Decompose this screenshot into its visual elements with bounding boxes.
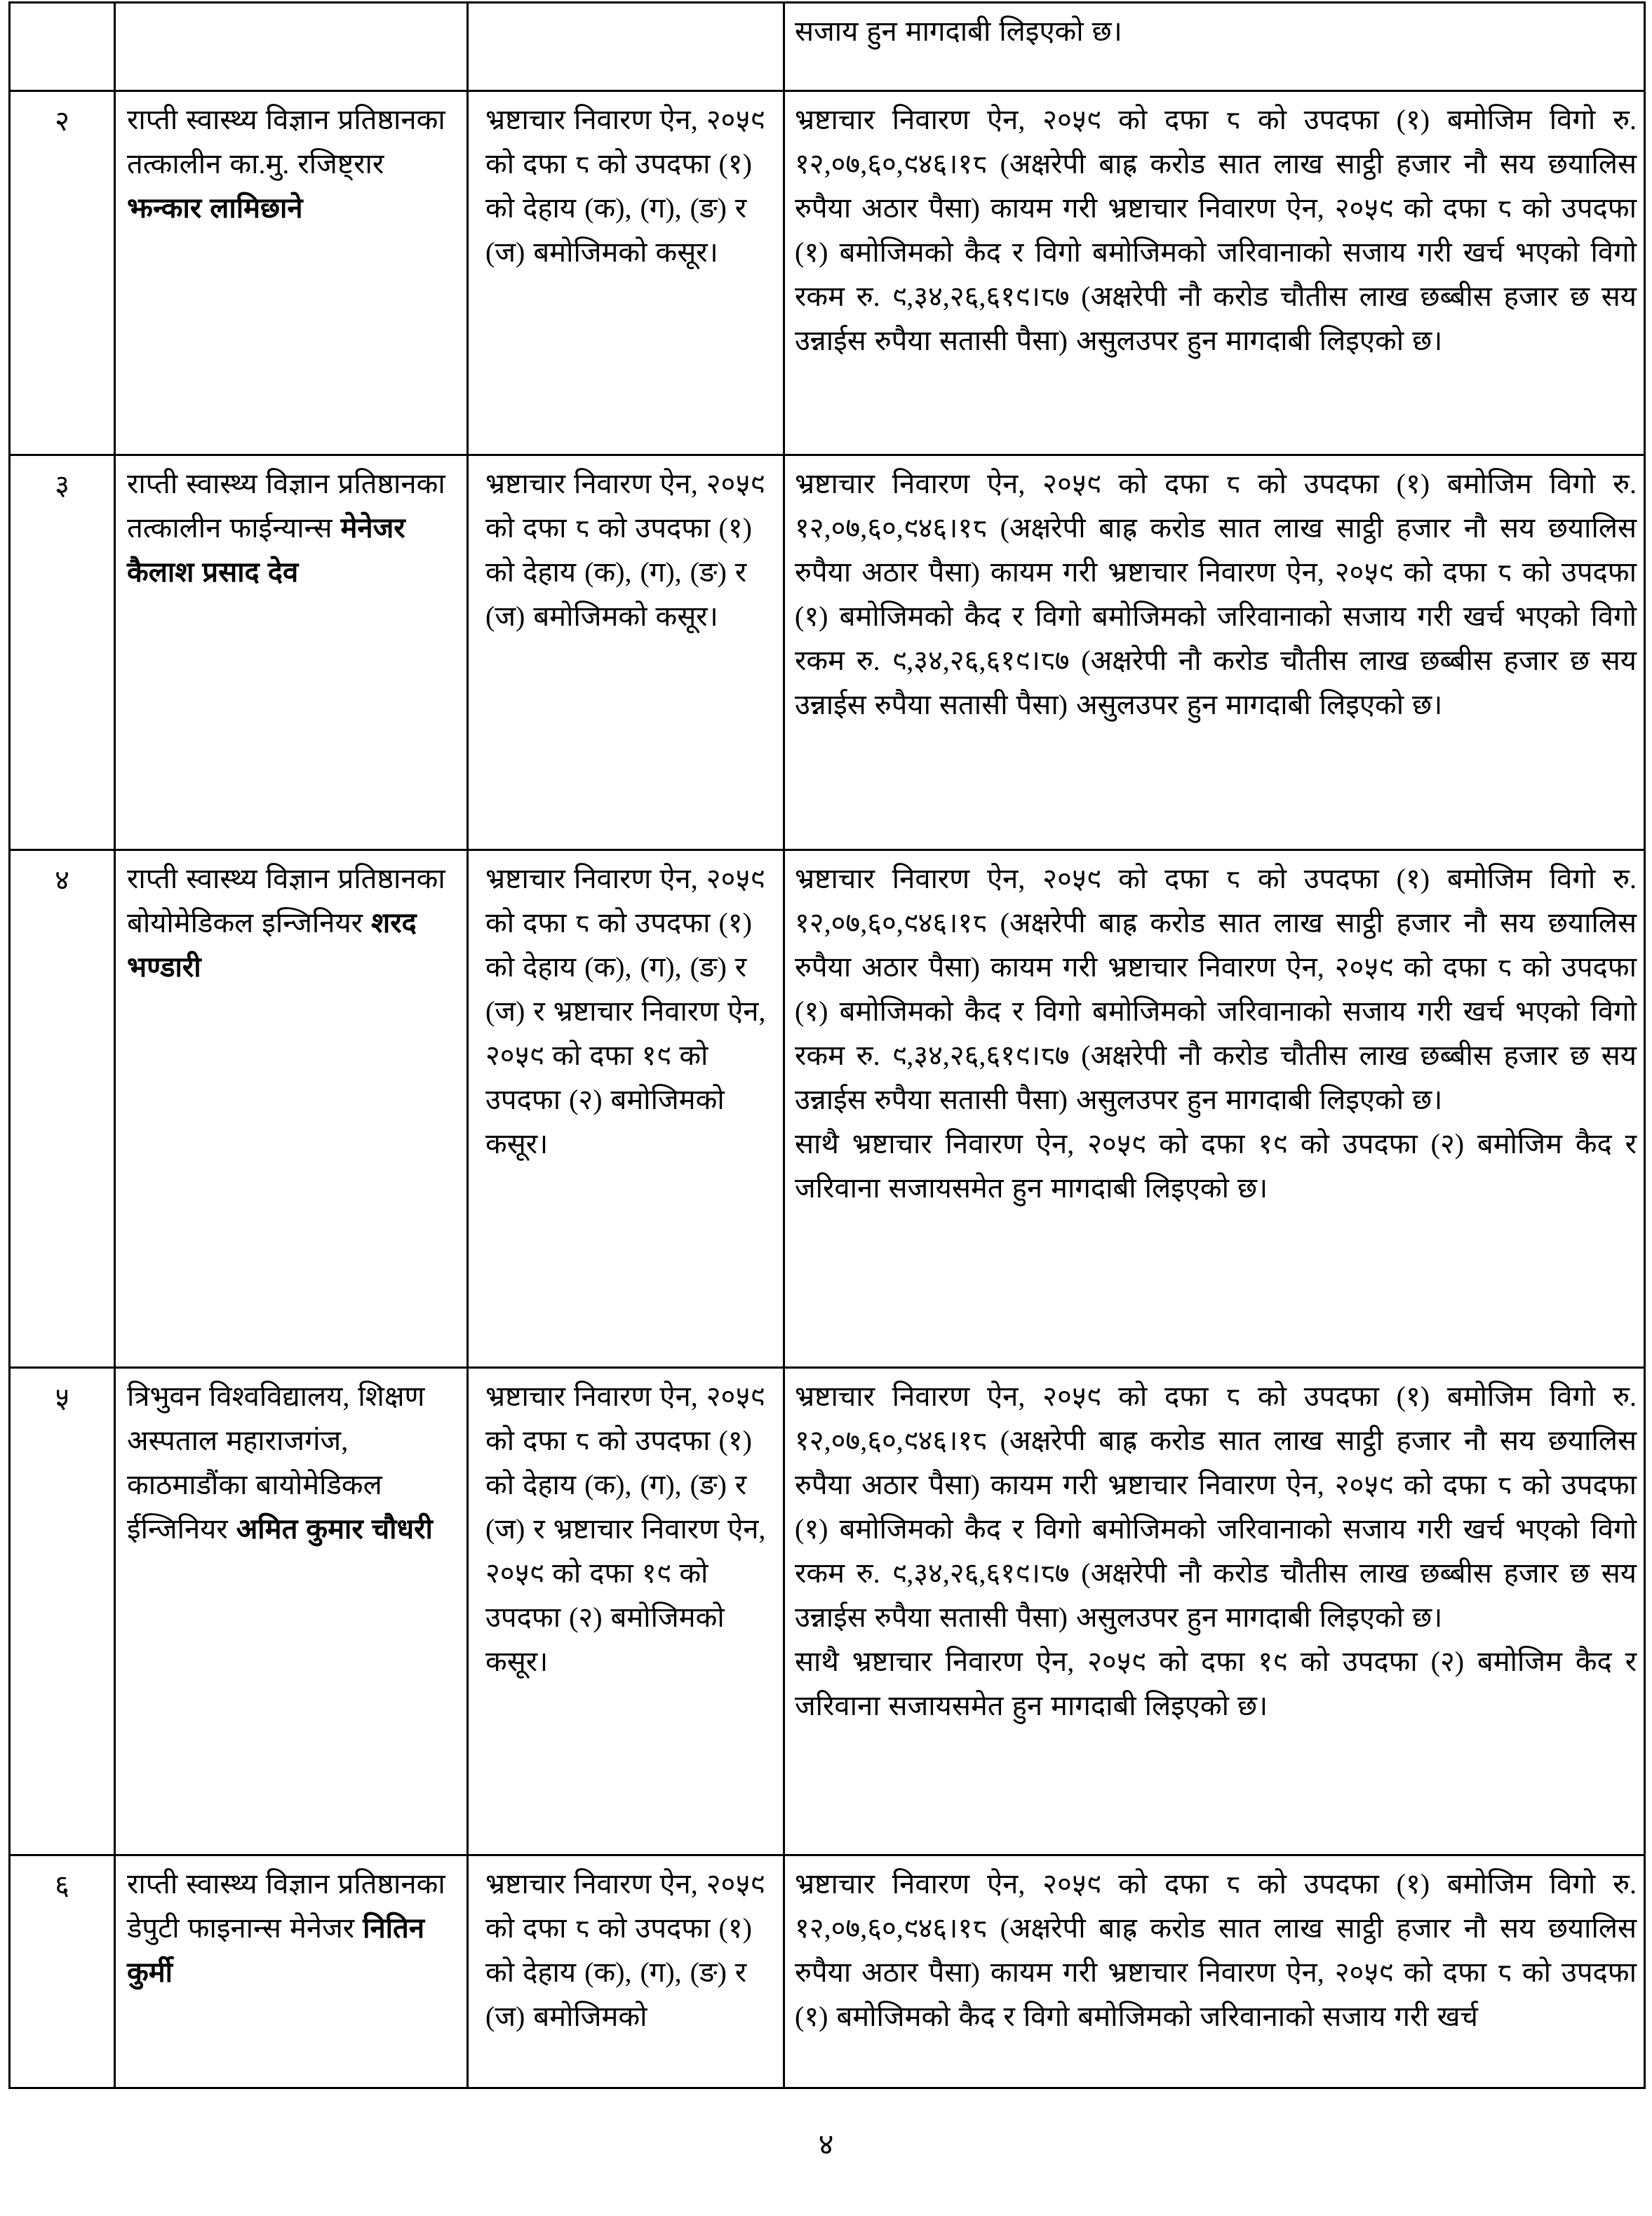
charge-cell [468, 850, 784, 1368]
charge-text: भ्रष्टाचार निवारण ऐन, २०५९ को दफा ८ को उपदफा (१) को देहाय (क), (ग), (ङ) र (ज) बमोजिमको कसूर। [485, 468, 765, 632]
accused-cell [115, 850, 468, 1368]
serial-number: २ [55, 105, 69, 137]
serial-number: ४ [55, 864, 69, 896]
accused-cell [115, 1855, 468, 2088]
charge-text: भ्रष्टाचार निवारण ऐन, २०५९ को दफा ८ को उपदफा (१) को देहाय (क), (ग), (ङ) र (ज) र भ्रष्टाचार निवारण ऐन, २०५९ को दफा १९ को उपदफा (२) बमोजिमको कसूर। [485, 863, 766, 1160]
charge-cell [468, 1855, 784, 2088]
claim-text: भ्रष्टाचार निवारण ऐन, २०५९ को दफा ८ को उपदफा (१) बमोजिम विगो रु. १२,०७,६०,९४६।१८ (अक्षरेपी बाह्र करोड सात लाख साट्ठी हजार नौ सय छयालिस रुपैया अठार पैसा) कायम गरी भ्रष्टाचार निवारण ऐन, २०५९ को दफा ८ को उपदफा (१) बमोजिमको कैद र विगो बमोजिमको जरिवानाको सजाय गरी खर्च भएको विगो रकम रु. ९,३४,२६,६१९।८७ (अक्षरेपी नौ करोड चौतीस लाख छब्बीस हजार छ सय उन्नाईस रुपैया सतासी पैसा) असुलउपर हुन मागदाबी लिइएको छ। [795, 863, 1637, 1115]
accused-cell [115, 455, 468, 850]
accused-cell [115, 3, 468, 91]
accused-name: मेनेजर कैलाश प्रसाद देव [127, 512, 405, 588]
accused-text: राप्ती स्वास्थ्य विज्ञान प्रतिष्ठानका तत्कालीन का.मु. रजिष्ट्रार [127, 104, 445, 180]
accused-name: नितिन कुर्मी [127, 1912, 425, 1988]
serial-number-cell [10, 850, 115, 1368]
charge-text: भ्रष्टाचार निवारण ऐन, २०५९ को दफा ८ को उपदफा (१) को देहाय (क), (ग), (ङ) र (ज) र भ्रष्टाचार निवारण ऐन, २०५९ को दफा १९ को उपदफा (२) बमोजिमको कसूर। [485, 1381, 766, 1677]
accused-text: राप्ती स्वास्थ्य विज्ञान प्रतिष्ठानका तत्कालीन फाईन्यान्स [127, 468, 445, 544]
claim-cell [784, 1368, 1645, 1855]
claim-text: भ्रष्टाचार निवारण ऐन, २०५९ को दफा ८ को उपदफा (१) बमोजिम विगो रु. १२,०७,६०,९४६।१८ (अक्षरेपी बाह्र करोड सात लाख साट्ठी हजार नौ सय छयालिस रुपैया अठार पैसा) कायम गरी भ्रष्टाचार निवारण ऐन, २०५९ को दफा ८ को उपदफा (१) बमोजिमको कैद र विगो बमोजिमको जरिवानाको सजाय गरी खर्च भएको विगो रकम रु. ९,३४,२६,६१९।८७ (अक्षरेपी नौ करोड चौतीस लाख छब्बीस हजार छ सय उन्नाईस रुपैया सतासी पैसा) असुलउपर हुन मागदाबी लिइएको छ। [795, 468, 1637, 720]
claim-cell [784, 91, 1645, 455]
accused-text: राप्ती स्वास्थ्य विज्ञान प्रतिष्ठानका बोयोमेडिकल इन्जिनियर [127, 863, 445, 939]
serial-number: ६ [55, 1869, 69, 1901]
charge-cell [468, 91, 784, 455]
claim-cell [784, 850, 1645, 1368]
accused-text: राप्ती स्वास्थ्य विज्ञान प्रतिष्ठानका डेपुटी फाइनान्स मेनेजर [127, 1868, 445, 1944]
accused-name: झन्कार लामिछाने [127, 192, 303, 224]
serial-number-cell [10, 91, 115, 455]
serial-number: ५ [55, 1382, 69, 1413]
serial-number-cell [10, 1855, 115, 2088]
table-row [10, 3, 1645, 91]
serial-number-cell [10, 3, 115, 91]
claim-text: भ्रष्टाचार निवारण ऐन, २०५९ को दफा ८ को उपदफा (१) बमोजिम विगो रु. १२,०७,६०,९४६।१८ (अक्षरेपी बाह्र करोड सात लाख साट्ठी हजार नौ सय छयालिस रुपैया अठार पैसा) कायम गरी भ्रष्टाचार निवारण ऐन, २०५९ को दफा ८ को उपदफा (१) बमोजिमको कैद र विगो बमोजिमको जरिवानाको सजाय गरी खर्च भएको विगो रकम रु. ९,३४,२६,६१९।८७ (अक्षरेपी नौ करोड चौतीस लाख छब्बीस हजार छ सय उन्नाईस रुपैया सतासी पैसा) असुलउपर हुन मागदाबी लिइएको छ। [795, 1381, 1637, 1633]
charge-text: भ्रष्टाचार निवारण ऐन, २०५९ को दफा ८ को उपदफा (१) को देहाय (क), (ग), (ङ) र (ज) बमोजिमको कसूर। [485, 104, 765, 268]
accused-cell [115, 91, 468, 455]
table-row [10, 1368, 1645, 1855]
page-number: ४ [818, 2129, 834, 2161]
serial-number: ३ [55, 469, 69, 501]
claim-text: भ्रष्टाचार निवारण ऐन, २०५९ को दफा ८ को उपदफा (१) बमोजिम विगो रु. १२,०७,६०,९४६।१८ (अक्षरेपी बाह्र करोड सात लाख साट्ठी हजार नौ सय छयालिस रुपैया अठार पैसा) कायम गरी भ्रष्टाचार निवारण ऐन, २०५९ को दफा ८ को उपदफा (१) बमोजिमको कैद र विगो बमोजिमको जरिवानाको सजाय गरी खर्च [795, 1868, 1637, 2032]
claim-extra-text: साथै भ्रष्टाचार निवारण ऐन, २०५९ को दफा १९ को उपदफा (२) बमोजिम कैद र जरिवाना सजायसमेत हुन मागदाबी लिइएको छ। [795, 1128, 1637, 1204]
claim-extra-text: साथै भ्रष्टाचार निवारण ऐन, २०५९ को दफा १९ को उपदफा (२) बमोजिम कैद र जरिवाना सजायसमेत हुन मागदाबी लिइएको छ। [795, 1646, 1637, 1721]
table-row [10, 455, 1645, 850]
accused-name: शरद भण्डारी [127, 907, 417, 983]
serial-number-cell [10, 455, 115, 850]
charge-cell [468, 455, 784, 850]
table-row [10, 1855, 1645, 2088]
accused-text: त्रिभुवन विश्वविद्यालय, शिक्षण अस्पताल महाराजगंज, काठमाडौंका बायोमेडिकल ईन्जिनियर [127, 1381, 425, 1545]
serial-number-cell [10, 1368, 115, 1855]
charges-table [8, 1, 1646, 2089]
charge-text: भ्रष्टाचार निवारण ऐन, २०५९ को दफा ८ को उपदफा (१) को देहाय (क), (ग), (ङ) र (ज) बमोजिमको [485, 1868, 765, 2032]
accused-name: अमित कुमार चौधरी [236, 1513, 433, 1545]
table-row [10, 850, 1645, 1368]
claim-cell [784, 1855, 1645, 2088]
charge-cell [468, 1368, 784, 1855]
claim-text: सजाय हुन मागदाबी लिइएको छ। [795, 15, 1122, 47]
accused-cell [115, 1368, 468, 1855]
claim-text: भ्रष्टाचार निवारण ऐन, २०५९ को दफा ८ को उपदफा (१) बमोजिम विगो रु. १२,०७,६०,९४६।१८ (अक्षरेपी बाह्र करोड सात लाख साट्ठी हजार नौ सय छयालिस रुपैया अठार पैसा) कायम गरी भ्रष्टाचार निवारण ऐन, २०५९ को दफा ८ को उपदफा (१) बमोजिमको कैद र विगो बमोजिमको जरिवानाको सजाय गरी खर्च भएको विगो रकम रु. ९,३४,२६,६१९।८७ (अक्षरेपी नौ करोड चौतीस लाख छब्बीस हजार छ सय उन्नाईस रुपैया सतासी पैसा) असुलउपर हुन मागदाबी लिइएको छ। [795, 104, 1637, 356]
table-row [10, 91, 1645, 455]
claim-cell [784, 455, 1645, 850]
claim-cell [784, 3, 1645, 91]
charge-cell [468, 3, 784, 91]
